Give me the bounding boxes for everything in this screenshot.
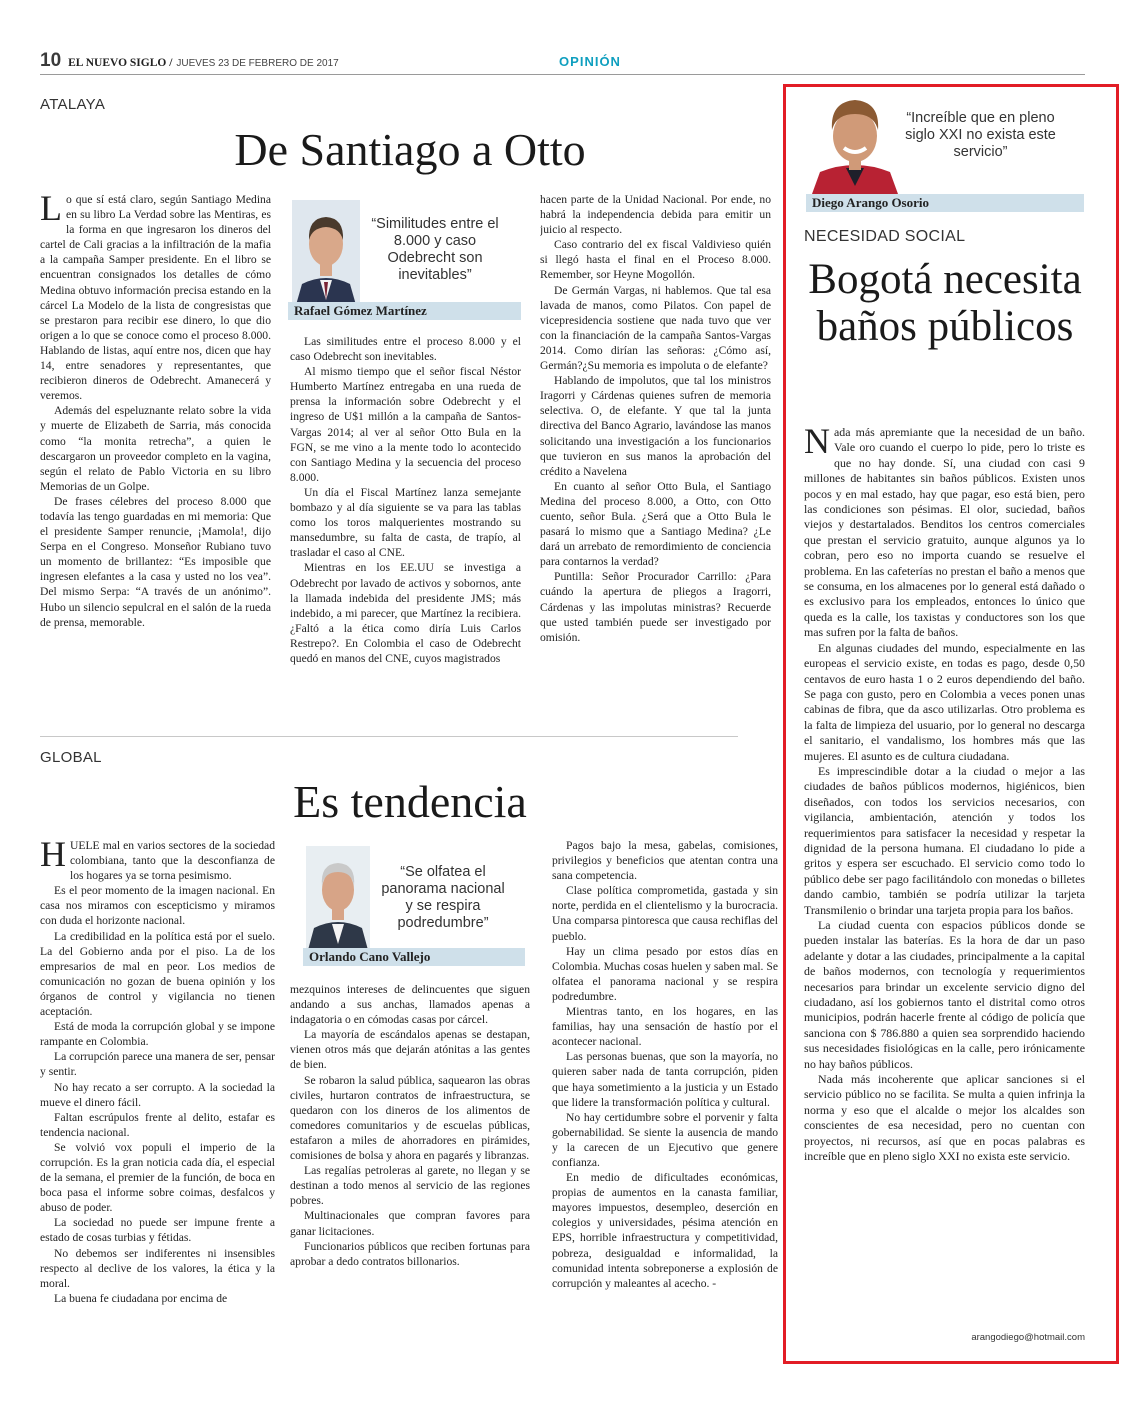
section-divider — [40, 736, 738, 737]
atalaya-col1-text — [40, 192, 271, 630]
paragraph: Multinacionales que compran favores para ganar licitaciones. — [290, 1209, 530, 1238]
paragraph: Es el peor momento de la imagen nacional. En casa nos miramos con escepticismo y miramos con duda el horizonte nacional. — [40, 884, 275, 928]
paragraph: Hablando de impolutos, que tal los ministros Iragorri y Cárdenas quienes sufren de memoria selectiva. O, de elefante. Y que tal la junta directiva del Banco Agrario, lavándose las manos solicitando una investigación a los funcionarios que tuvieron en sus manos la aprobación del crédito a Navelena — [540, 374, 771, 478]
paragraph: hacen parte de la Unidad Nacional. Por ende, no habrá la independencia debida para emitir un juicio al respecto. — [540, 193, 771, 237]
sidebar-body — [804, 425, 1085, 1327]
paragraph: No hay recato a ser corrupto. A la sociedad la mueve el dinero fácil. — [40, 1080, 275, 1109]
global-pull-quote: “Se olfatea el panorama nacional y se respira podredumbre” — [381, 864, 505, 931]
paragraph: Funcionarios públicos que reciben fortunas para aprobar a dedo contratos billonarios. — [290, 1239, 530, 1268]
paragraph: Puntilla: Señor Procurador Carrillo: ¿Para cuándo la apertura de pliegos a Iragorri, Cárdenas y las impolutas ministras? Recuerde que usted también puede ser investigado por omisión. — [540, 570, 771, 644]
atalaya-title: De Santiago a Otto — [234, 124, 586, 175]
global-col3-text — [552, 838, 778, 1291]
paragraph: Las regalías petroleras al garete, no llegan y se destinan a todo menos al servicio de las regiones pobres. — [290, 1164, 530, 1208]
global-col2-text — [290, 982, 530, 1269]
paragraph: De frases célebres del proceso 8.000 que todavía las tengo guardadas en mi memoria: Que el presidente Samper renuncie, ¡Mamola!, dijo Serpa en el Congreso. Monseñor Rubiano tuvo un momento de brillantez: “Es imposible que ingresen elefantes a la casa y usted no los vea”. Del mismo Serpa: “A través de un anónimo”. Hubo un silencio sepulcral en el salón de la rueda de prensa, memorable. — [40, 494, 271, 629]
paragraph: Es imprescindible dotar a la ciudad o mejor a las ciudades de baños públicos modernos, higiénicos, bien diseñados, con todos los servicios necesarios, con vigilancia, ambientación, atención y todos los requerimientos para satisfacer la necesidad y respetar la dignidad de la persona humana. El ciudadano lo pide a gritos y espera ser escuchado. El servicio como todo lo público debe ser pago facilitándolo con monedas o billetes dando cambio, también se podría utilizar la tarjeta Transmilenio o brindar una tarjeta propia para los baños. — [804, 763, 1085, 917]
section-name: OPINIÓN — [559, 54, 621, 69]
paragraph: La ciudad cuenta con espacios públicos donde se pueden instalar las baterías. Es la hora de dar un paso adelante y dotar a las ciudades, principalmente a la capital de baños modernos, con tecnología y requerimientos necesarios para brindar un excelente servicio digno del ciudadano, así los gobiernos tanto el distrital como otros municipios, podrán hacerle frente al código de policía que sanciona con $ 786.880 a quien sea sorprendido haciendo sus necesidades fisiológicas en la calle, pero irónicamente no hay baños públicos. — [804, 918, 1085, 1071]
author-photo-orlando — [306, 846, 370, 950]
paragraph: Se volvió vox populi el imperio de la corrupción. Es la gran noticia cada día, el especial de la semana, el premier de la función, de boca en boca pasa el informe sobre coimas, desfalcos y abuso de poder. — [40, 1140, 275, 1215]
atalaya-col3-text — [540, 192, 771, 645]
sidebar-kicker: NECESIDAD SOCIAL — [804, 228, 966, 245]
author-name-rafael: Rafael Gómez Martínez — [288, 302, 521, 320]
paragraph: En algunas ciudades del mundo, especialmente en las europeas el servicio existe, en todas es pago, desde 0,50 centavos de euro hasta 1 o 2 euros dependiendo del baño. Se paga con gusto, pero en Colombia a veces ponen unas cabinas de fibra, que da asco utilizarlas. Otro problema es la falta de limpieza del usuario, por lo general no descarga el sanitario, el vandalismo, los hombres más que las mujeres. El asunto es de cultura ciudadana. — [804, 640, 1085, 763]
paragraph: No hay certidumbre sobre el porvenir y falta gobernabilidad. Se siente la ausencia de mando y la carecen de un Ejecutivo que genere confianza. — [552, 1110, 778, 1169]
paragraph: Mientras tanto, en los hogares, en las familias, hay una sensación de hastío por el acontecer nacional. — [552, 1005, 778, 1049]
sidebar-title: Bogotá necesita baños públicos — [808, 256, 1082, 350]
atalaya-column-1 — [40, 192, 271, 722]
paragraph: Nada más incoherente que aplicar sanciones si el servicio público no se facilita. Se multa a quien infrinja la norma y eso que el alcalde o mejor los alcaldes son conscientes de esa necesidad, pero no cuentan con proyectos, ni recursos, así que en pocas palabras es increíble que en pleno siglo XXI no exista este servicio. — [804, 1072, 1085, 1164]
paragraph: Clase política comprometida, gastada y sin norte, perdida en el clientelismo y la burocracia. Una comparsa pintoresca que causa rechiflas del pueblo. — [552, 884, 778, 943]
page-header — [40, 50, 339, 72]
paragraph: La credibilidad en la política está por el suelo. La del Gobierno anda por el piso. La de los empresarios de mal en peor. Los medios de comunicación no gozan de buena opinión y los órganos de control y vigilancia no tienen aceptación. — [40, 929, 275, 1019]
paragraph: Al mismo tiempo que el señor fiscal Néstor Humberto Martínez entregaba en una rueda de prensa la información sobre Odebrecht y el ingreso de U$1 millón a la campaña de Santos-Vargas 2014; al ver al señor Otto Bula en la FGN, se me vino a la mente todo lo acontecido con Santiago Medina y la secuencia del proceso 8.000. — [290, 365, 521, 484]
paragraph: Caso contrario del ex fiscal Valdivieso quién si llegó hasta el final en el Proceso 8.000. Remember, sor Heyne Mogollón. — [540, 238, 771, 282]
paragraph: Pagos bajo la mesa, gabelas, comisiones, privilegios y beneficios que atentan contra una sana competencia. — [552, 839, 778, 883]
issue-date: JUEVES 23 DE FEBRERO DE 2017 — [176, 58, 339, 69]
atalaya-kicker: ATALAYA — [40, 96, 106, 113]
sidebar-dropcap: N — [804, 425, 830, 461]
paragraph: UELE mal en varios sectores de la sociedad colombiana, tanto que la desconfianza de los hogares ya se torna pesimismo. — [70, 839, 275, 883]
paragraph: ada más apremiante que la necesidad de un baño. Vale oro cuando el cuerpo lo pide, pero lo triste es que no hay donde. Sí, una ciudad con casi 9 millones de habitantes sin baños públicos. Existen unos pocos y en mal estado, hay que pagar, eso está bien, pero las condiciones son pésimas. El olor, suciedad, baños viejos y destartalados. Benditos los centros comerciales que prestan el servicio gratuito, aunque algunos ya lo cobran, pero eso no importa cuando se resuelve el problema. En las cafeterías no prestan el baño a menos que se consuma, en los almacenes por lo general está dañado o es exclusivo para los empleados, entonces lo único que queda es la calle, los taxistas y conductores son los que mas sufren por la falta de baños. — [804, 425, 1085, 640]
header-rule — [40, 74, 1085, 75]
paragraph: o que sí está claro, según Santiago Medina en su libro La Verdad sobre las Mentiras, es la forma en que ingresaron los dineros del cartel de Cali gracias a la infiltración de la mafia a la campaña Samper presidente. En el libro se encuentran consignados los detalles de cómo Medina obtuvo información precisa estando en la cárcel La Modelo de la lista de congresistas que se prestaron para recibir ese dinero, lo que dio origen a lo que se conoce como el proceso 8.000. Hablando de listas, aquí entre nos, dicen que hay 14, entre senadores y representantes, que recibieron dineros de Odebrecht. Amanecerá y veremos. — [40, 193, 271, 403]
newspaper-name: EL NUEVO SIGLO / — [68, 57, 173, 69]
paragraph: Hay un clima pesado por estos días en Colombia. Muchas cosas huelen y saben mal. Se olfatea el panorama nacional y se respira podredumbre. — [552, 944, 778, 1003]
paragraph: Las personas buenas, que son la mayoría, no quieren saber nada de tanta corrupción, piden que haya sometimiento a la justicia y un Estado que lidere la transformación política y cultural. — [552, 1050, 778, 1109]
page-number: 10 — [40, 50, 62, 71]
paragraph: mezquinos intereses de delincuentes que siguen andando a sus anchas, llamados apenas a indagatoria o en cómodas casas por cárcel. — [290, 983, 530, 1027]
author-photo-rafael — [292, 200, 360, 305]
sidebar-pull-quote: “Increíble que en pleno siglo XXI no exista este servicio” — [905, 110, 1056, 160]
paragraph: En cuanto al señor Otto Bula, el Santiago Medina del proceso 8.000, a Otto, con Otto cuento, señor Bula. ¿Será que a Otto Bula le pasará lo mismo que a Santiago Medina? ¿Le dará un arrebato de remordimiento de conciencia para contarnos la verdad? — [540, 479, 771, 569]
paragraph: De Germán Vargas, ni hablemos. Que tal esa lavada de manos, como Pilatos. Con papel de vicepresidencia sostiene que nada tuvo que ver con la financiación de la campaña Santos-Vargas 2014. Como dirían las señoras: ¿Cómo así, Germán?¿Su memoria es impoluta o de elefante? — [540, 283, 771, 373]
global-col1-text — [40, 838, 275, 1306]
paragraph: La corrupción parece una manera de ser, pensar y sentir. — [40, 1050, 275, 1079]
author-photo-diego — [808, 92, 902, 194]
global-column-3 — [552, 838, 778, 1350]
paragraph: No debemos ser indiferentes ni insensibles respecto al declive de los valores, la ética y la moral. — [40, 1246, 275, 1290]
atalaya-pull-quote: “Similitudes entre el 8.000 y caso Odebrecht son inevitables” — [371, 216, 499, 283]
paragraph: Se robaron la salud pública, saquearon las obras civiles, hurtaron contratos de infraestructura, se quedaron con los dineros de los alimentos de comedores comunitarios y de escuelas públicas, estafaron a miles de ahorradores en pirámides, comisiones de bolsa y ahora en pagarés y libranzas. — [290, 1073, 530, 1163]
atalaya-column-2 — [290, 334, 521, 724]
paragraph: La sociedad no puede ser impune frente a estado de cosas turbias y fétidas. — [40, 1216, 275, 1245]
author-email: arangodiego@hotmail.com — [971, 1332, 1085, 1343]
paragraph: Está de moda la corrupción global y se impone rampante en Colombia. — [40, 1020, 275, 1049]
paragraph: Además del espeluznante relato sobre la vida y muerte de Elizabeth de Sarria, más conocida como “la monita retrecha”, a quien le descargaron un proveedor completo en la vagina, según el relato de Pablo Victoria en su libro Memorias de un Golpe. — [40, 404, 271, 493]
paragraph: La buena fe ciudadana por encima de — [54, 1291, 228, 1305]
paragraph: Mientras en los EE.UU se investiga a Odebrecht por lavado de activos y sobornos, ante la llamada indebida del presidente JMS; más indebido, a mi parecer, que Martínez la recibiera. ¿Faltó a la ética como diría Luis Carlos Restrepo?. En Colombia el caso de Odebrecht quedó en manos del CNE, cuyos magistrados — [290, 561, 521, 665]
global-column-1 — [40, 838, 275, 1350]
atalaya-col2-text — [290, 334, 521, 666]
paragraph: En medio de dificultades económicas, propias de aumentos en la canasta familiar, mayores impuestos, desempleo, deserción en colegios y universidades, pésima atención en EPS, horrible infraestructura y competitividad, pobreza, desigualdad e informalidad, la comunidad intenta sobreponerse a explosión de corrupción y maleantes al acecho. - — [552, 1171, 778, 1290]
paragraph: Las similitudes entre el proceso 8.000 y el caso Odebrecht son inevitables. — [290, 335, 521, 364]
global-column-2 — [290, 982, 530, 1352]
global-title: Es tendencia — [293, 776, 527, 827]
global-kicker: GLOBAL — [40, 749, 102, 766]
atalaya-dropcap: L — [40, 192, 62, 228]
paragraph: Un día el Fiscal Martínez lanza semejante bombazo y al día siguiente se va para las tablas como los toros malquerientes mostrando su mansedumbre, su falta de casta, de trapío, al trasladar el caso al CNE. — [290, 485, 521, 560]
sidebar-body-text — [804, 425, 1085, 1165]
atalaya-column-3 — [540, 192, 771, 724]
paragraph: Faltan escrúpulos frente al delito, estafar es tendencia nacional. — [40, 1110, 275, 1139]
author-name-diego: Diego Arango Osorio — [806, 194, 1084, 212]
paragraph: La mayoría de escándalos apenas se destapan, vienen otros más que dejarán atónitas a las gentes de bien. — [290, 1028, 530, 1072]
author-name-orlando: Orlando Cano Vallejo — [303, 948, 525, 966]
global-dropcap: H — [40, 838, 66, 874]
